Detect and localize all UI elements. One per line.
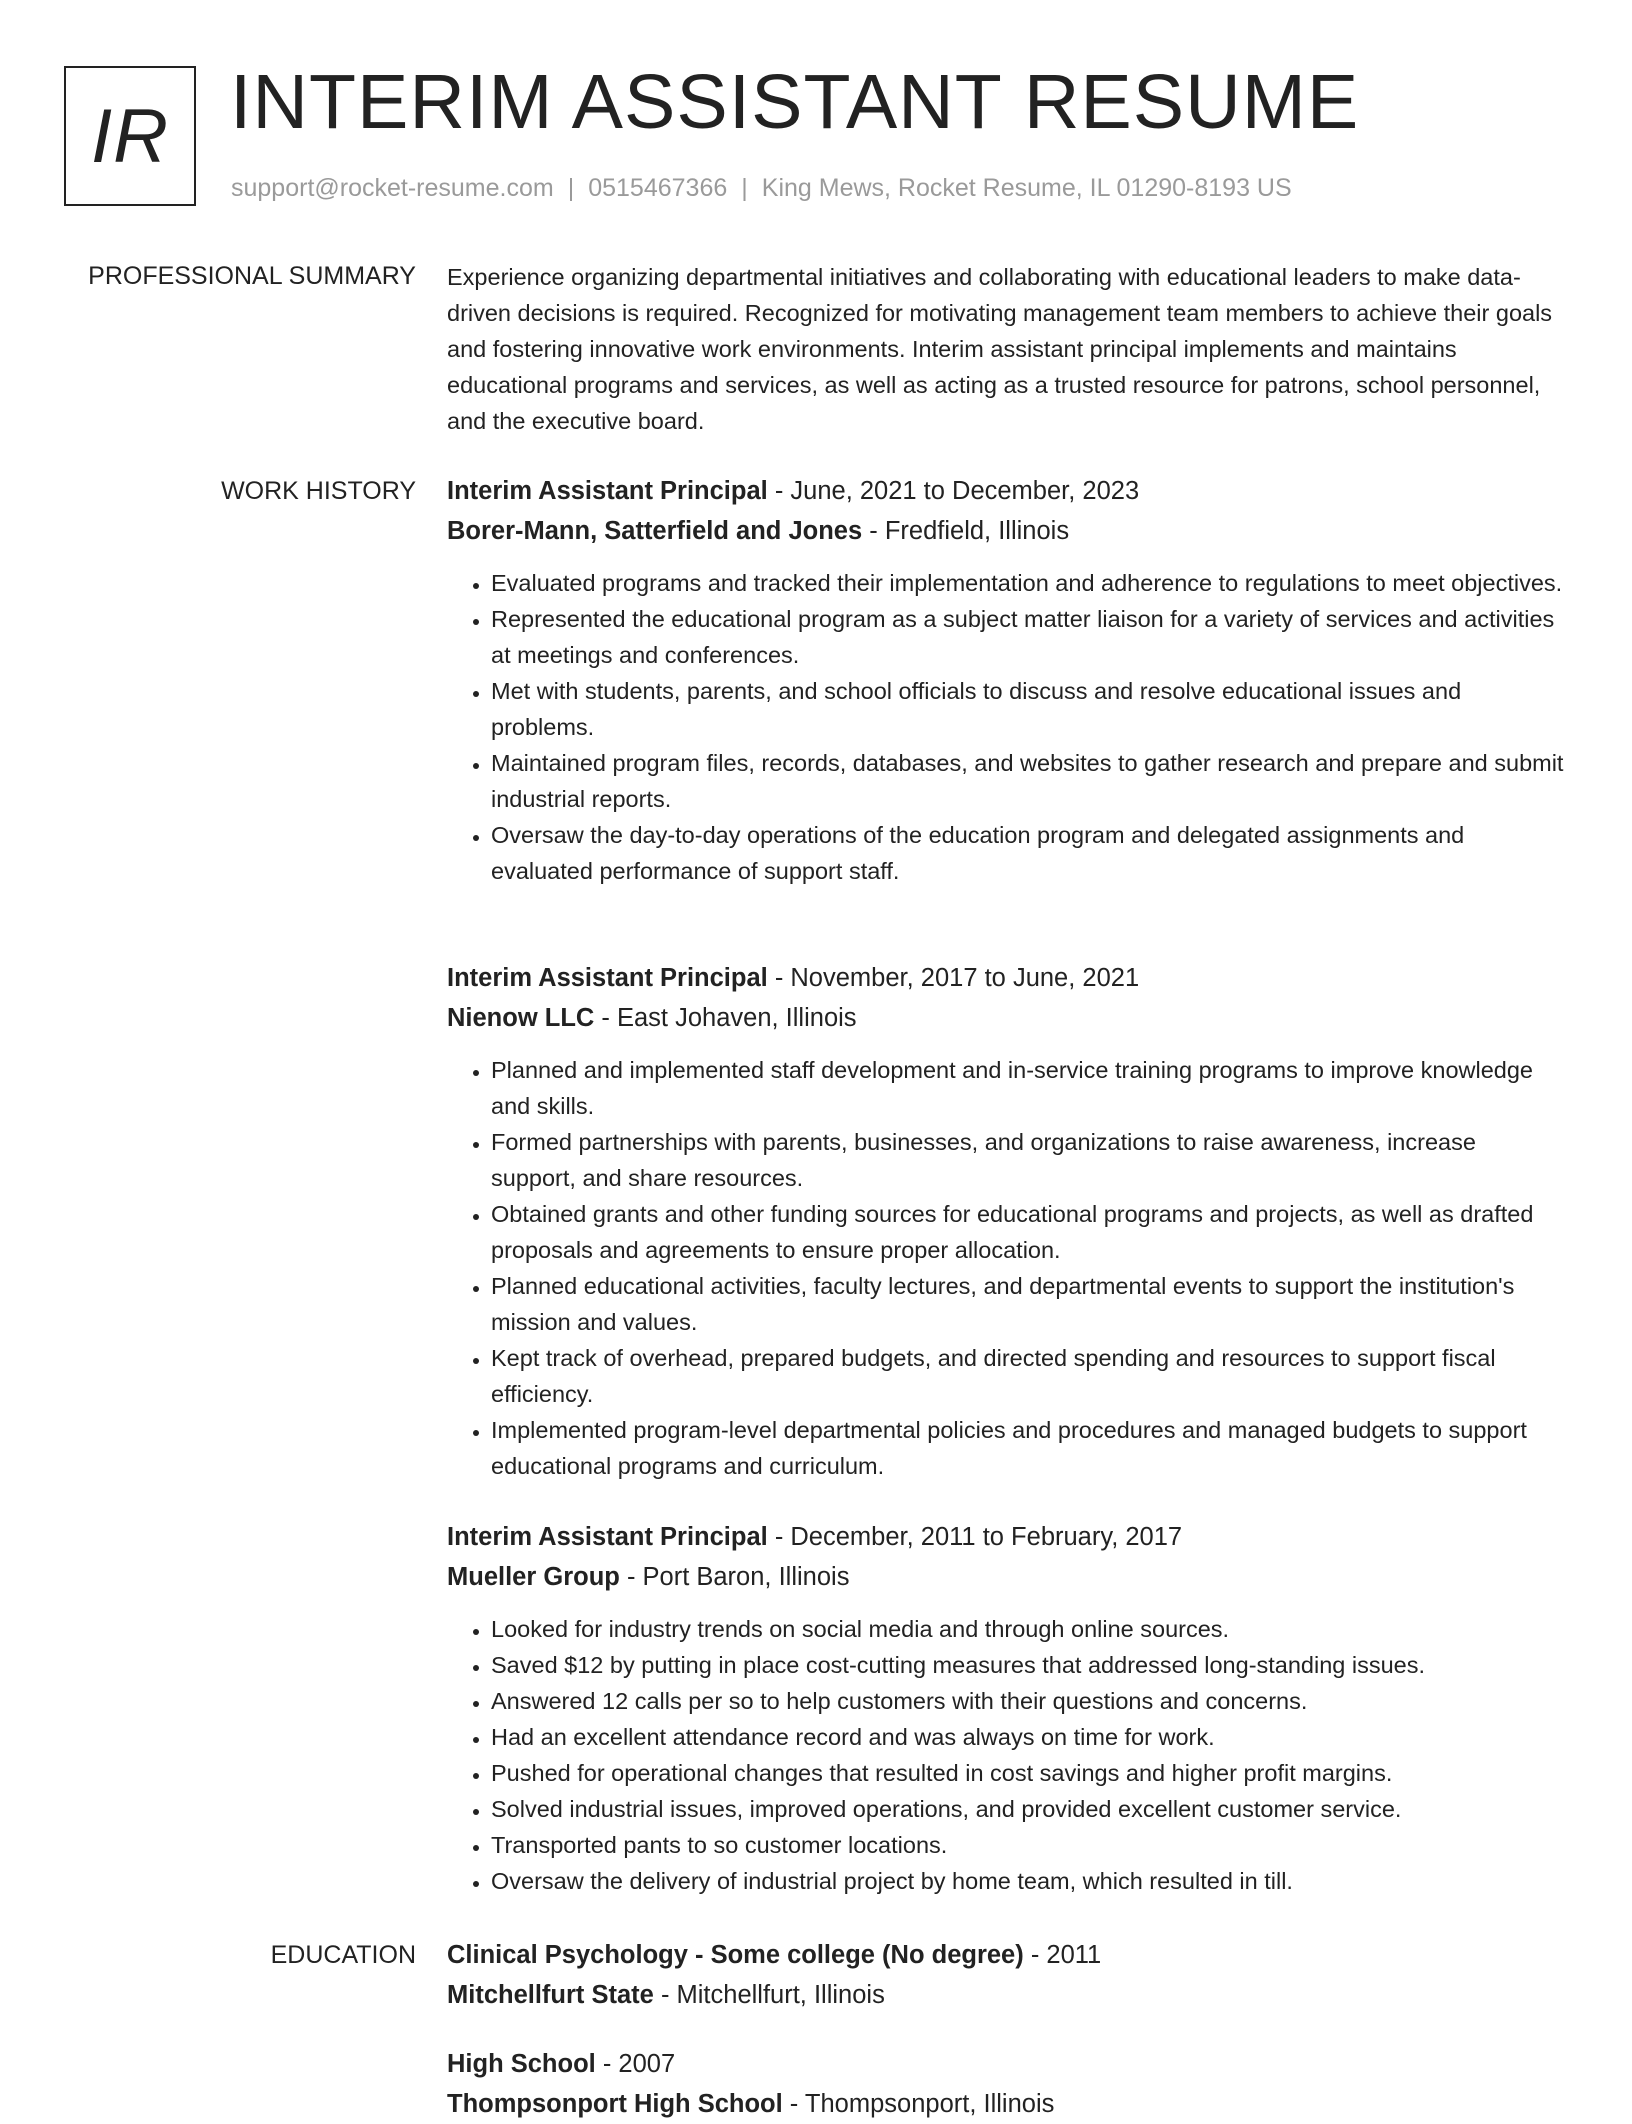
- resume-title: INTERIM ASSISTANT RESUME: [230, 59, 1360, 145]
- work-history-section-3: [447, 1517, 1567, 1899]
- job-bullet: • Obtained grants and other funding sources for educational programs and projects, as well as drafted proposals and agreements to ensure proper allocation.: [491, 1196, 1567, 1268]
- education-section-2: [447, 2044, 1567, 2124]
- contact-address: King Mews, Rocket Resume, IL 01290-8193 US: [761, 174, 1292, 202]
- education-degree-line: [447, 1935, 1567, 1975]
- job-bullet: • Implemented program-level departmental policies and procedures and managed budgets to support educational programs and curriculum.: [491, 1412, 1567, 1484]
- job-bullet: • Looked for industry trends on social media and through online sources.: [491, 1611, 1567, 1647]
- job-title: Interim Assistant Principal: [447, 964, 768, 992]
- job-bullet: • Maintained program files, records, databases, and websites to gather research and prepare and submit industrial reports.: [491, 745, 1567, 817]
- job-bullet: • Kept track of overhead, prepared budgets, and directed spending and resources to support fiscal efficiency.: [491, 1340, 1567, 1412]
- job-dates: - December, 2011 to February, 2017: [767, 1523, 1183, 1551]
- job-entry-3: [447, 1517, 1567, 1899]
- contact-separator: |: [741, 174, 748, 202]
- education-year: - 2007: [595, 2050, 676, 2078]
- job-bullet: • Had an excellent attendance record and was always on time for work.: [491, 1719, 1567, 1755]
- education-school: Thompsonport High School: [447, 2090, 783, 2118]
- job-entry-1: [447, 471, 1567, 889]
- contact-email[interactable]: support@rocket-resume.com: [231, 174, 554, 202]
- monogram-box: [64, 66, 196, 206]
- job-location: - East Johaven, Illinois: [594, 1004, 857, 1032]
- education-school-line: [447, 1975, 1567, 2015]
- job-location: - Fredfield, Illinois: [862, 517, 1070, 545]
- education-entry-2: [447, 2044, 1567, 2124]
- education-school-line: [447, 2084, 1567, 2124]
- job-bullets: [447, 1052, 1567, 1484]
- job-dates: - November, 2017 to June, 2021: [767, 964, 1140, 992]
- job-title-line: [447, 1517, 1567, 1557]
- job-bullet: • Met with students, parents, and school officials to discuss and resolve educational issues and problems.: [491, 673, 1567, 745]
- job-company: Borer-Mann, Satterfield and Jones: [447, 517, 863, 545]
- job-bullet: • Planned educational activities, faculty lectures, and departmental events to support the institution's mission and values.: [491, 1268, 1567, 1340]
- job-bullet: • Planned and implemented staff development and in-service training programs to improve knowledge and skills.: [491, 1052, 1567, 1124]
- job-company-line: [447, 1557, 1567, 1597]
- job-bullet: • Answered 12 calls per so to help customers with their questions and concerns.: [491, 1683, 1567, 1719]
- education-degree: High School: [447, 2050, 596, 2078]
- section-label-summary: PROFESSIONAL SUMMARY: [88, 262, 416, 290]
- summary-section: [447, 259, 1567, 439]
- job-bullets: [447, 565, 1567, 889]
- job-company: Nienow LLC: [447, 1004, 595, 1032]
- job-bullet: • Solved industrial issues, improved operations, and provided excellent customer service.: [491, 1791, 1567, 1827]
- job-bullet: • Pushed for operational changes that resulted in cost savings and higher profit margins.: [491, 1755, 1567, 1791]
- job-bullet: • Saved $12 by putting in place cost-cutting measures that addressed long-standing issues.: [491, 1647, 1567, 1683]
- job-company-line: [447, 511, 1567, 551]
- education-entry-1: [447, 1935, 1567, 2015]
- education-school: Mitchellfurt State: [447, 1981, 654, 2009]
- job-location: - Port Baron, Illinois: [619, 1563, 850, 1591]
- section-label-education: EDUCATION: [270, 1941, 416, 1969]
- education-section: [447, 1935, 1567, 2015]
- education-location: - Thompsonport, Illinois: [782, 2090, 1055, 2118]
- work-history-section-2: [447, 958, 1567, 1484]
- job-bullets: [447, 1611, 1567, 1899]
- job-company-line: [447, 998, 1567, 1038]
- contact-phone[interactable]: 0515467366: [588, 174, 728, 202]
- education-degree-line: [447, 2044, 1567, 2084]
- education-degree: Clinical Psychology - Some college (No degree): [447, 1941, 1024, 1969]
- job-company: Mueller Group: [447, 1563, 620, 1591]
- work-history-section: [447, 471, 1567, 889]
- section-label-work-history: WORK HISTORY: [221, 477, 416, 505]
- job-bullet: • Oversaw the delivery of industrial project by home team, which resulted in till.: [491, 1863, 1567, 1899]
- education-location: - Mitchellfurt, Illinois: [653, 1981, 885, 2009]
- job-bullet: • Evaluated programs and tracked their implementation and adherence to regulations to meet objectives.: [491, 565, 1567, 601]
- contact-separator: |: [567, 174, 575, 202]
- job-bullet: • Oversaw the day-to-day operations of the education program and delegated assignments and evaluated performance of support staff.: [491, 817, 1567, 889]
- job-title-line: [447, 471, 1567, 511]
- education-year: - 2011: [1023, 1941, 1102, 1969]
- job-title: Interim Assistant Principal: [447, 477, 768, 505]
- job-title: Interim Assistant Principal: [447, 1523, 768, 1551]
- job-title-line: [447, 958, 1567, 998]
- contact-line: [231, 174, 1292, 203]
- job-bullet: • Transported pants to so customer locations.: [491, 1827, 1567, 1863]
- job-bullet: • Represented the educational program as a subject matter liaison for a variety of services and activities at meetings and conferences.: [491, 601, 1567, 673]
- job-bullet: • Formed partnerships with parents, businesses, and organizations to raise awareness, increase support, and share resources.: [491, 1124, 1567, 1196]
- job-dates: - June, 2021 to December, 2023: [767, 477, 1140, 505]
- monogram-initials: IR: [91, 93, 169, 179]
- summary-text: Experience organizing departmental initiatives and collaborating with educational leaders to make data-driven decisions is required. Recognized for motivating management team members to achieve their goals and fostering innovative work environments. Interim assistant principal implements and maintains educational programs and services, as well as acting as a trusted resource for patrons, school personnel, and the executive board.: [447, 264, 1553, 434]
- job-entry-2: [447, 958, 1567, 1484]
